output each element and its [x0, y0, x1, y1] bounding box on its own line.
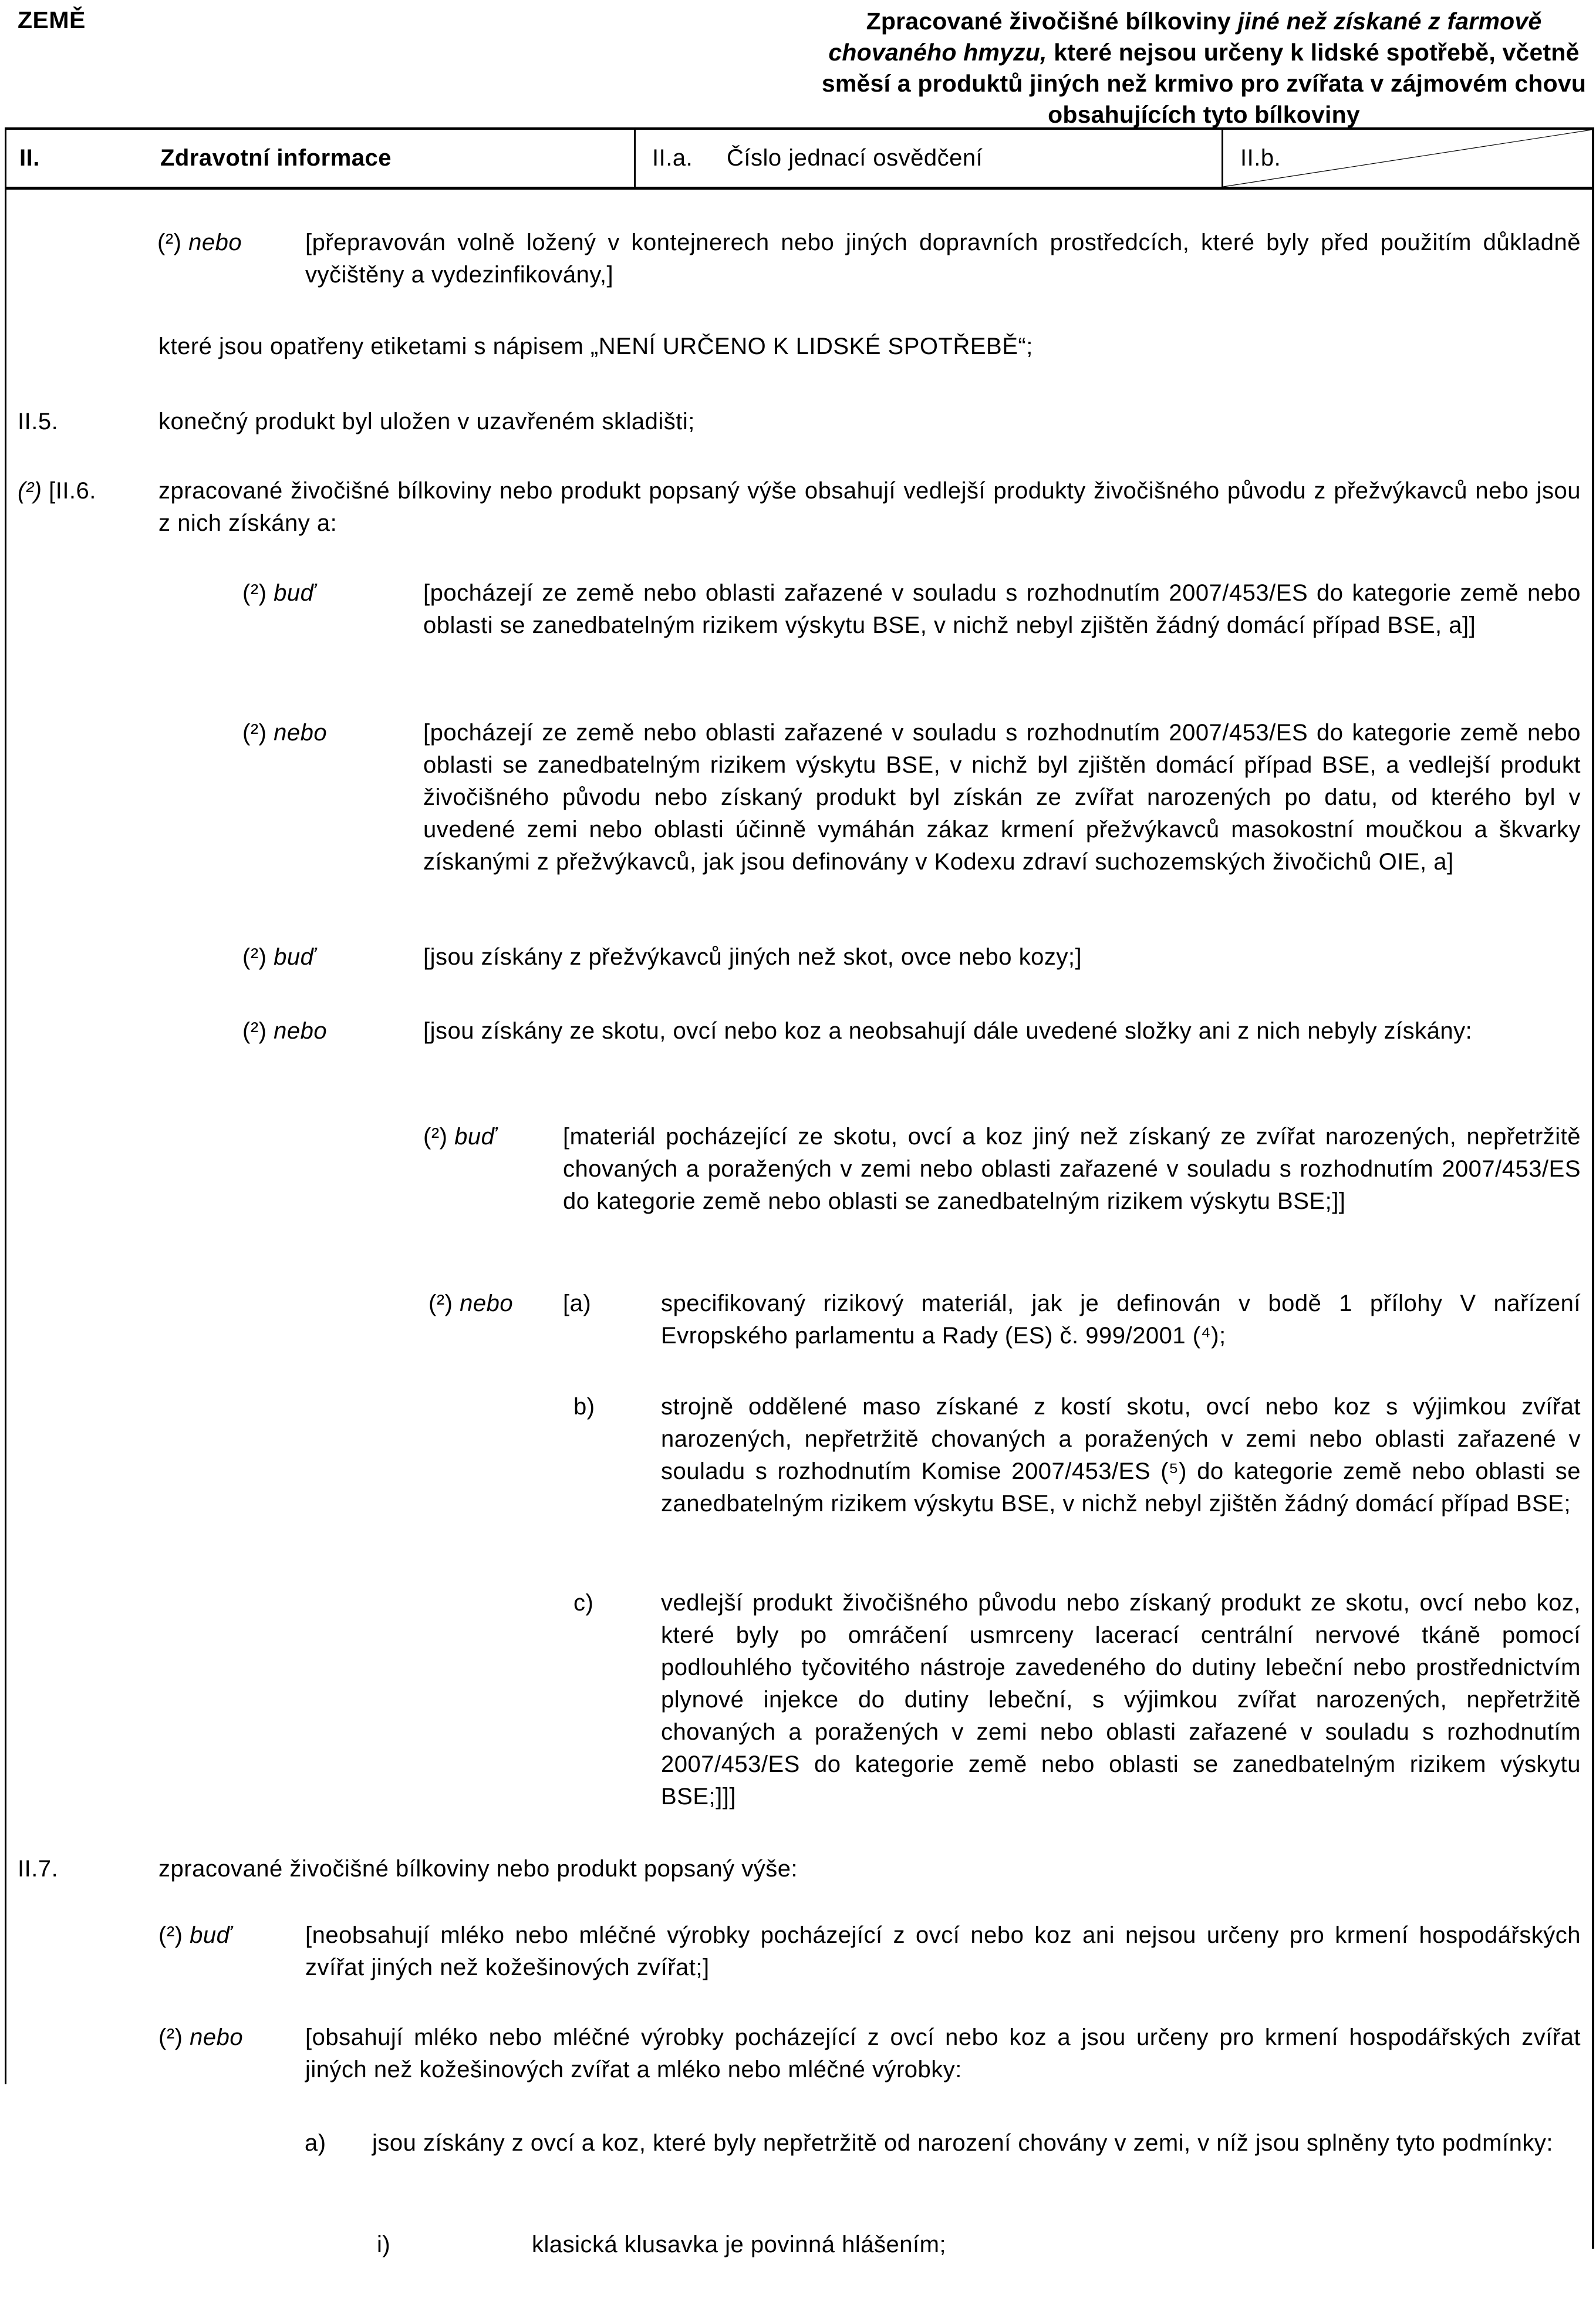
condition-label: (²) nebo	[157, 230, 242, 255]
clause-text: [jsou získány z přežvýkavců jiných než skot, ovce nebo kozy;]	[423, 944, 1082, 970]
clause-number: II.5.	[18, 409, 59, 434]
clause-text: zpracované živočišné bílkoviny nebo produkt popsaný výše:	[158, 1856, 798, 1882]
cell-certificate-reference	[634, 130, 1222, 187]
item-letter: c)	[573, 1590, 594, 1616]
clause-ii6	[0, 475, 1596, 540]
title-part2-italic: jiné než získané z farmově chovaného hmyzu,	[828, 8, 1542, 66]
clause-ii5	[0, 406, 1596, 438]
condition-label: (²) buď	[158, 1922, 232, 1948]
section-ii-number: II.	[19, 145, 40, 171]
clause-text: strojně oddělené maso získané z kostí skotu, ovcí nebo koz s výjimkou zvířat narozených, nepřetržitě chovaných a poražených v zemi nebo oblasti zařazené v souladu s rozhodnutím Komise 2007/453/ES (⁵) do kategorie země nebo oblasti se zanedbatelným rizikem výskytu BSE, v nichž nebyl zjištěn žádný domácí případ BSE;	[661, 1394, 1581, 1517]
clause-text: [přepravován volně ložený v kontejnerech nebo jiných dopravních prostředcích, které byly před použitím důkladně vyčištěny a vydezinfikovány,]	[305, 230, 1581, 288]
cond-bud-material-origin	[0, 1121, 1596, 1218]
item-letter: i)	[377, 2232, 391, 2257]
cond-nebo-bulk-transport	[0, 227, 1596, 291]
section-iia-number: II.a.	[652, 145, 693, 171]
clause-text: zpracované živočišné bílkoviny nebo produkt popsaný výše obsahují vedlejší produkty živočišného původu z přežvýkavců nebo jsou z nich získány a:	[158, 478, 1581, 536]
cond-nebo-item-a	[0, 1288, 1596, 1352]
item-b-mechanically-separated-meat	[0, 1391, 1596, 1520]
section-ii-title: Zdravotní informace	[160, 145, 392, 171]
country-label: ZEMĚ	[18, 6, 86, 33]
clause-labelling-note	[0, 331, 1596, 363]
section-iia-title: Číslo jednací osvědčení	[727, 145, 983, 171]
clause-text: konečný produkt byl uložen v uzavřeném skladišti;	[158, 409, 695, 434]
clause-text: [jsou získány ze skotu, ovcí nebo koz a neobsahují dále uvedené složky ani z nich nebyly získány:	[423, 1018, 1473, 1044]
clause-text: klasická klusavka je povinná hlášením;	[532, 2232, 947, 2257]
clause-text: které jsou opatřeny etiketami s nápisem „NENÍ URČENO K LIDSKÉ SPOTŘEBĚ“;	[158, 333, 1033, 359]
condition-label: (²) buď	[242, 580, 316, 606]
item-letter: a)	[305, 2130, 326, 2156]
clause-text: [obsahují mléko nebo mléčné výrobky pocházející z ovcí nebo koz a jsou určeny pro krmení hospodářských zvířat jiných než kožešinových zvířat a mléko nebo mléčné výrobky:	[305, 2024, 1581, 2083]
clause-text: vedlejší produkt živočišného původu nebo získaný produkt ze skotu, ovcí nebo koz, které byly po omráčení usmrceny lacerací centrální nervové tkáně pomocí podlouhlého tyčovitého nástroje zavedeného do dutiny lebeční nebo prostřednictvím plynové injekce do dutiny lebeční, s výjimkou zvířat narozených, nepřetržitě chovaných a poražených v zemi nebo oblasti zařazené v souladu s rozhodnutím 2007/453/ES do kategorie země nebo oblasti se zanedbatelným rizikem výskytu BSE;]]]	[661, 1590, 1581, 1810]
condition-label: (²) nebo	[242, 1018, 328, 1044]
clause-number: II.7.	[18, 1856, 59, 1882]
cond-nebo-bovine-ovine	[0, 1015, 1596, 1047]
title-part3: které nejsou určeny k lidské spotřebě, včetně směsí a produktů jiných než krmivo pro zvířata v zájmovém chovu obsahujících tyto bílkoviny	[821, 39, 1587, 128]
health-info-header-table	[5, 127, 1594, 190]
clause-text: jsou získány z ovcí a koz, které byly nepřetržitě od narození chovány v zemi, v níž jsou splněny tyto podmínky:	[372, 2130, 1553, 2156]
cond-bud-no-milk	[0, 1919, 1596, 1984]
clause-ii7	[0, 1853, 1596, 1885]
title-part1: Zpracované živočišné bílkoviny	[866, 8, 1238, 35]
clause-text: [pocházejí ze země nebo oblasti zařazené v souladu s rozhodnutím 2007/453/ES do kategorie země nebo oblasti se zanedbatelným rizikem výskytu BSE, v nichž byl zjištěn domácí případ BSE, a vedlejší produkt živočišného původu nebo získaný produkt byl získán ze zvířat narozených po datu, od kterého byl v uvedené zemi nebo oblasti účinně vymáhán zákaz krmení přežvýkavců masokostní moučkou a škvarky získanými z přežvýkavců, jak jsou definovány v Kodexu zdraví suchozemských živočichů OIE, a]	[423, 720, 1581, 875]
clause-text: [materiál pocházející ze skotu, ovcí a koz jiný než získaný ze zvířat narozených, nepřetržitě chovaných a poražených v zemi nebo oblasti zařazené v souladu s rozhodnutím 2007/453/ES do kategorie země nebo oblasti se zanedbatelným rizikem výskytu BSE;]]	[563, 1124, 1581, 1214]
condition-label: (²) nebo	[158, 2024, 244, 2050]
cond-bud-non-ruminant	[0, 941, 1596, 973]
condition-label: (²) buď	[242, 944, 316, 970]
certificate-title	[816, 6, 1592, 130]
clause-text: [pocházejí ze země nebo oblasti zařazené v souladu s rozhodnutím 2007/453/ES do kategorie země nebo oblasti se zanedbatelným rizikem výskytu BSE, v nichž nebyl zjištěn žádný domácí případ BSE, a]]	[423, 580, 1581, 638]
cond-nebo-contains-milk	[0, 2021, 1596, 2086]
cell-iib	[1222, 130, 1592, 187]
item-letter: [a)	[563, 1290, 592, 1316]
clause-number: (²) [II.6.	[18, 478, 96, 504]
item-c-animal-by-product	[0, 1587, 1596, 1813]
diagonal-strike-line	[1223, 130, 1592, 187]
item-letter: b)	[573, 1394, 595, 1420]
cond-bud-bse-country-a	[0, 577, 1596, 642]
condition-label: (²) buď	[423, 1124, 497, 1150]
clause-text: specifikovaný rizikový materiál, jak je definován v bodě 1 přílohy V nařízení Evropského parlamentu a Rady (ES) č. 999/2001 (⁴);	[661, 1290, 1581, 1349]
condition-label: (²) nebo	[242, 720, 328, 746]
clause-text: [neobsahují mléko nebo mléčné výrobky pocházející z ovcí nebo koz ani nejsou určeny pro krmení hospodářských zvířat jiných než kožešinových zvířat;]	[305, 1922, 1581, 1980]
cell-health-information	[6, 130, 634, 187]
item-a-sheep-goats-conditions	[0, 2127, 1596, 2159]
cond-nebo-bse-country-b	[0, 717, 1596, 878]
condition-label: (²) nebo	[428, 1290, 514, 1316]
item-i-scrapie-notifiable	[0, 2229, 1596, 2261]
section-iib-number: II.b.	[1240, 145, 1281, 171]
